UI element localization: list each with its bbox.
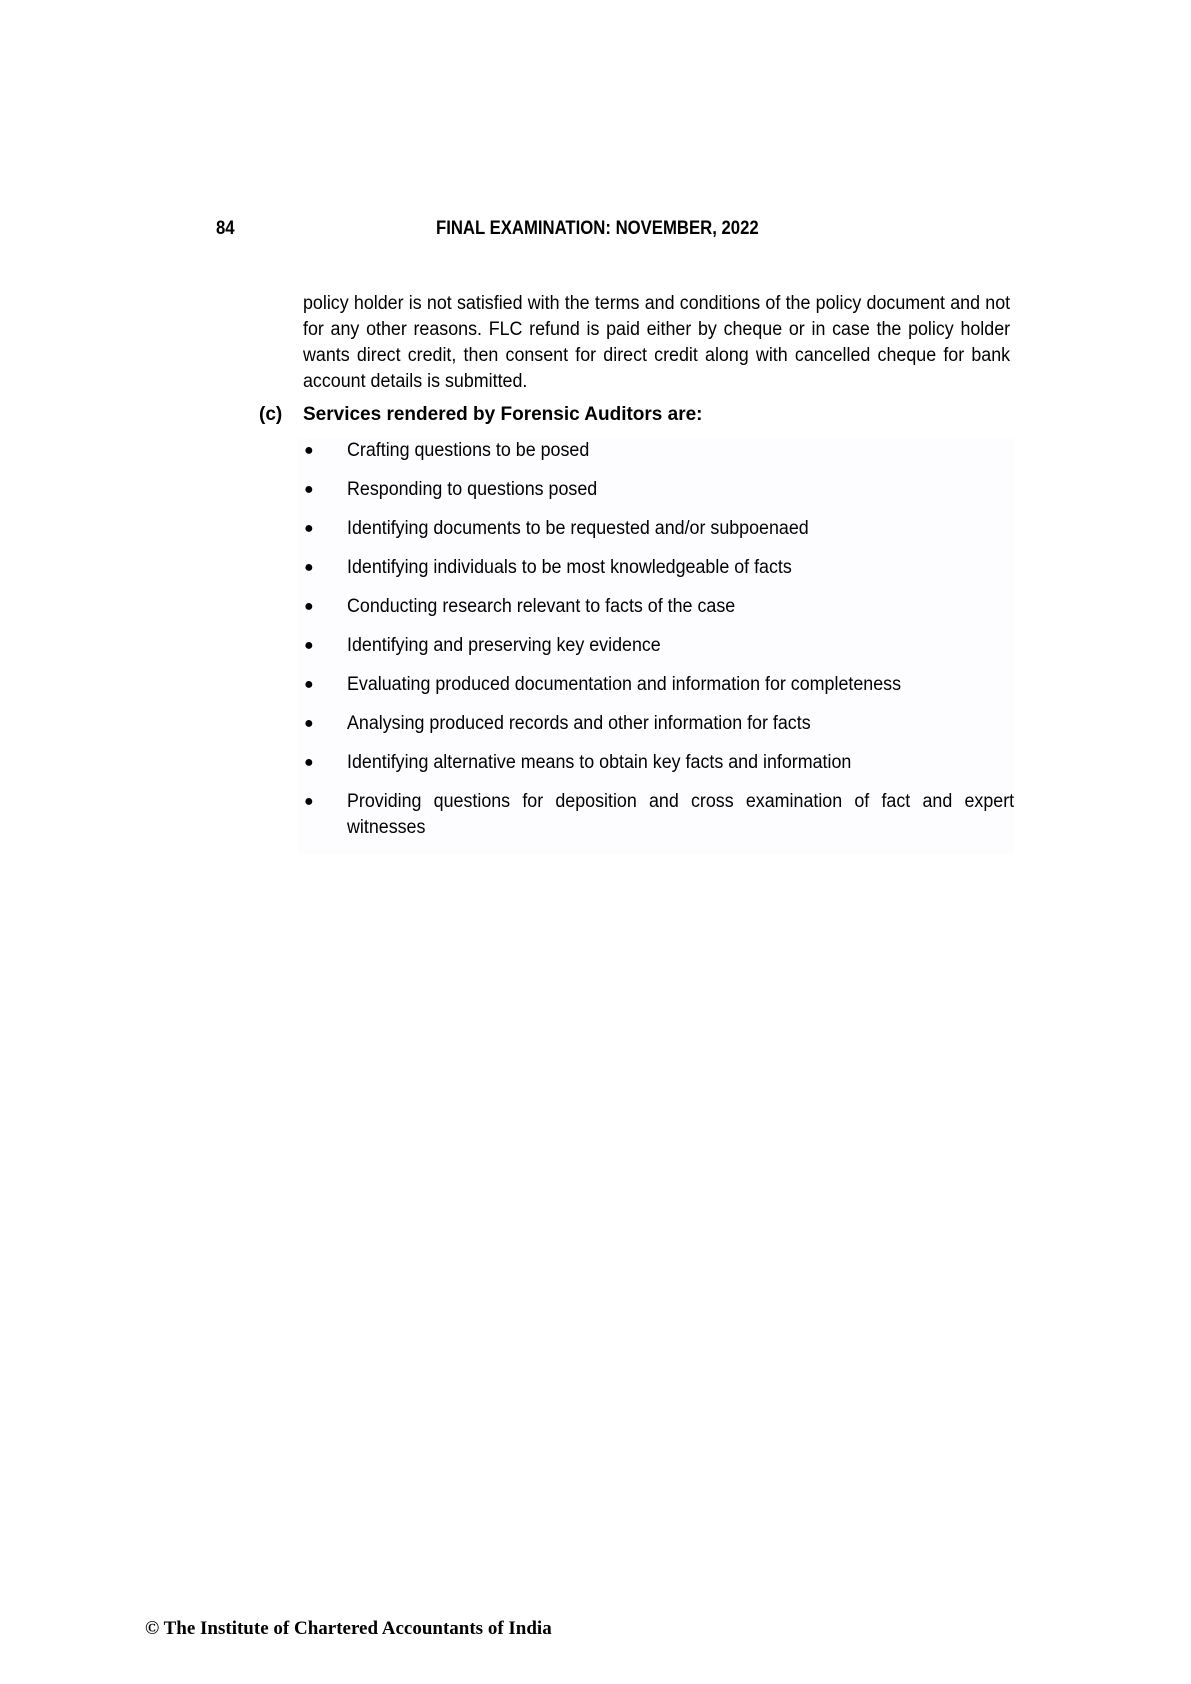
list-item — [298, 555, 1014, 581]
bullet-icon: ● — [304, 559, 314, 576]
bullet-icon: ● — [304, 715, 314, 732]
bullet-icon: ● — [304, 481, 314, 498]
bullet-icon: ● — [304, 598, 314, 615]
list-item — [298, 672, 1014, 698]
list-item — [298, 594, 1014, 620]
section-heading-text: Services rendered by Forensic Auditors are: — [303, 404, 703, 425]
list-item-text: Providing questions for deposition and cross examination of fact and expert witnesses — [347, 791, 1015, 838]
list-item-text: Analysing produced records and other information for facts — [347, 713, 811, 734]
list-item-text: Conducting research relevant to facts of the case — [347, 596, 736, 617]
section-heading — [259, 404, 1019, 426]
bullet-icon: ● — [304, 754, 314, 771]
list-item-text: Identifying documents to be requested and/or subpoenaed — [347, 518, 809, 539]
footer-copyright: © The Institute of Chartered Accountants of India — [145, 1618, 552, 1639]
list-item — [298, 477, 1014, 503]
list-item-text: Identifying and preserving key evidence — [347, 635, 661, 656]
continuation-paragraph — [303, 291, 1010, 395]
list-item — [298, 750, 1014, 776]
bullet-icon: ● — [304, 637, 314, 654]
services-list — [298, 438, 1014, 854]
continuation-paragraph-text: policy holder is not satisfied with the terms and conditions of the policy document and not for any other reasons. FLC refund is paid either by cheque or in case the policy holder wants direct credit, then consent for direct credit along with cancelled cheque for bank account details is submitted. — [303, 293, 1011, 392]
bullet-icon: ● — [304, 442, 314, 459]
list-item — [298, 789, 1014, 841]
bullet-icon: ● — [304, 793, 314, 810]
list-item — [298, 516, 1014, 542]
list-item-text: Responding to questions posed — [347, 479, 598, 500]
list-item-text: Identifying alternative means to obtain key facts and information — [347, 752, 852, 773]
section-label: (c) — [259, 404, 283, 425]
bullet-icon: ● — [304, 520, 314, 537]
page-number: 84 — [216, 218, 235, 239]
bullet-icon: ● — [304, 676, 314, 693]
list-item-text: Evaluating produced documentation and information for completeness — [347, 674, 902, 695]
list-item — [298, 438, 1014, 464]
running-header: FINAL EXAMINATION: NOVEMBER, 2022 — [436, 218, 759, 239]
list-item — [298, 711, 1014, 737]
list-item — [298, 633, 1014, 659]
list-item-text: Crafting questions to be posed — [347, 440, 590, 461]
list-item-text: Identifying individuals to be most knowledgeable of facts — [347, 557, 792, 578]
